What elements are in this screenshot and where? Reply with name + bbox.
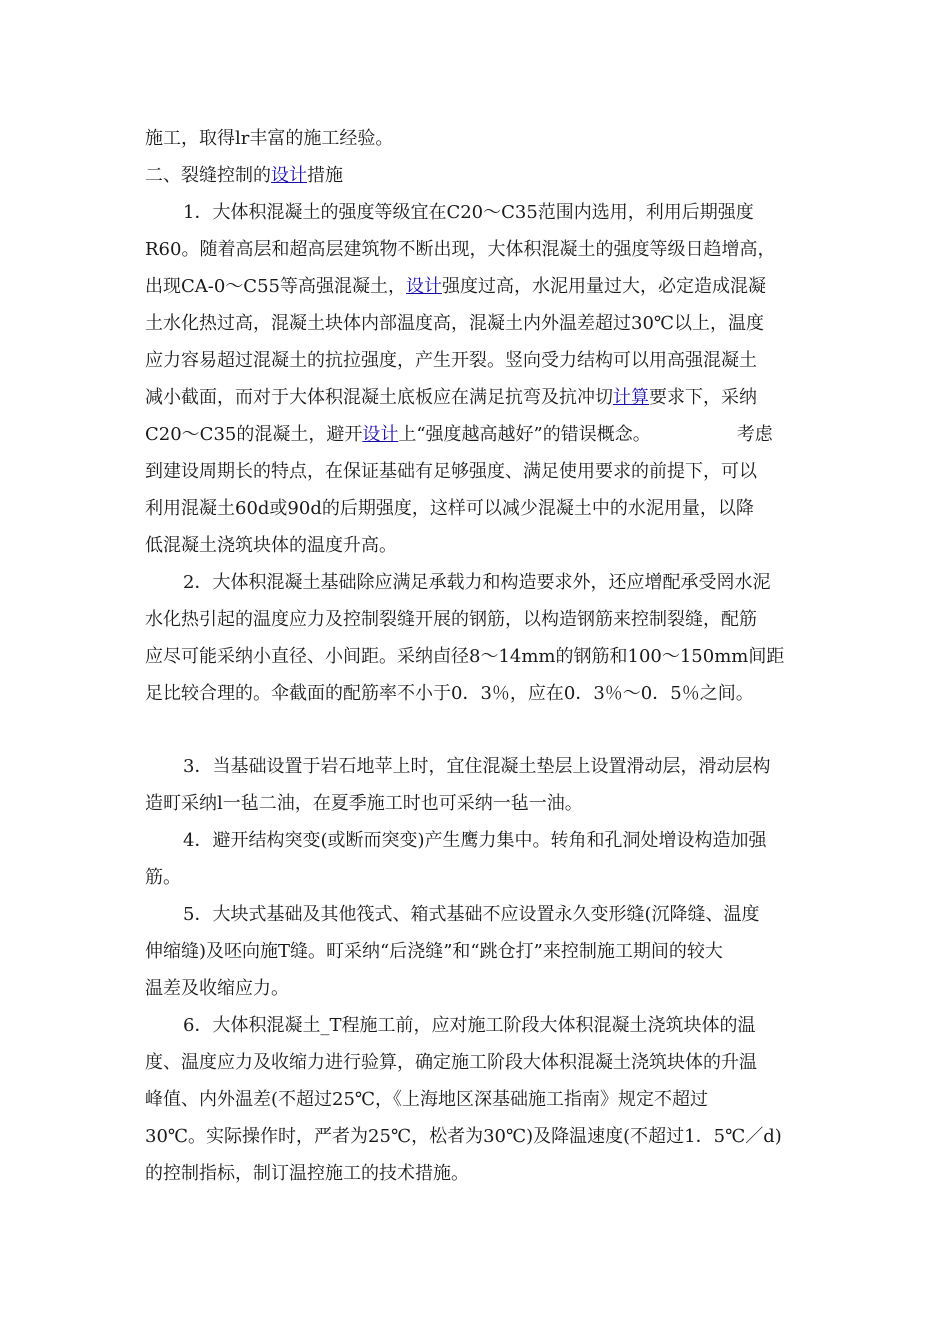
text-segment: 应尽可能采纳小直径、小间距。采纳卣径8～14mm的钢筋和100～150mm间距 — [145, 646, 785, 667]
text-line — [145, 231, 810, 268]
text-segment: 3．当基础设置于岩石地苹上时，宜住混凝土垫层上设置滑动层，滑动层构 — [183, 756, 771, 777]
text-segment: 筋。 — [145, 867, 181, 888]
text-segment: 水化热引起的温度应力及控制裂缝开展的钢筋，以构造钢筋来控制裂缝，配筋 — [145, 609, 757, 630]
text-line — [145, 601, 810, 638]
text-line — [145, 896, 810, 933]
text-segment: 上“强度越高越好”的错误概念。 — [398, 424, 651, 445]
text-segment: 到建设周期长的特点，在保证基础有足够强度、满足使用要求的前提下，可以 — [145, 461, 757, 482]
text-segment: 措施 — [307, 165, 343, 186]
text-line — [145, 1118, 810, 1155]
text-line — [145, 859, 810, 896]
inline-link[interactable]: 设计 — [271, 165, 307, 186]
text-segment: 出现CA-0～C55等高强混凝土， — [145, 276, 406, 297]
text-line — [145, 970, 810, 1007]
text-line — [145, 748, 810, 785]
text-line — [145, 416, 810, 453]
text-line — [145, 564, 810, 601]
text-line — [145, 527, 810, 564]
text-segment: 峰值、内外温差(不超过25℃，《上海地区深基础施工指南》规定不超过 — [145, 1089, 709, 1110]
inline-link[interactable]: 计算 — [613, 387, 649, 408]
text-line — [145, 379, 810, 416]
text-segment: 1．大体积混凝土的强度等级宜在C20～C35范围内选用，利用后期强度 — [183, 202, 754, 223]
text-line — [145, 490, 810, 527]
text-line — [145, 305, 810, 342]
text-segment: 4．避开结构突变(或断而突变)产生鹰力集中。转角和孔洞处增设构造加强 — [183, 830, 767, 851]
text-segment: 造町采纳l一毡二油，在夏季施工时也可采纳一毡一油。 — [145, 793, 583, 814]
text-segment: 伸缩缝)及呸向施T缝。町采纳“后浇缝”和“跳仓打”来控制施工期间的较大 — [145, 941, 723, 962]
text-line — [145, 120, 810, 157]
text-segment: 度、温度应力及收缩力进行验算，确定施工阶段大体积混凝土浇筑块体的升温 — [145, 1052, 757, 1073]
paragraph-gap — [145, 712, 810, 748]
text-line — [145, 157, 810, 194]
text-segment: 6．大体积混凝土_T程施工前，应对施工阶段大体积混凝土浇筑块体的温 — [183, 1015, 756, 1036]
text-segment: 施工，取得lr丰富的施工经验。 — [145, 128, 394, 149]
text-segment: 足比较合理的。伞截面的配筋率不小于0．3％，应在0．3％～0．5％之间。 — [145, 683, 754, 704]
text-segment: 的控制指标，制订温控施工的技术措施。 — [145, 1163, 469, 1184]
text-segment: 考虑 — [736, 424, 773, 445]
text-line — [145, 194, 810, 231]
text-line — [145, 1044, 810, 1081]
text-line — [145, 675, 810, 712]
text-segment: 低混凝土浇筑块体的温度升高。 — [145, 535, 397, 556]
inline-link[interactable]: 设计 — [362, 424, 399, 445]
text-segment: 30℃。实际操作时，严者为25℃，松者为30℃)及降温速度(不超过1．5℃／d) — [145, 1126, 782, 1147]
text-segment: 强度过高，水泥用量过大，必定造成混凝 — [441, 276, 766, 297]
text-line — [145, 638, 810, 675]
text-segment: 二、裂缝控制的 — [145, 165, 271, 186]
text-line — [145, 785, 810, 822]
text-segment: C20～C35的混凝土，避开 — [145, 424, 363, 445]
text-line — [145, 822, 810, 859]
text-segment: 5．大块式基础及其他筏式、箱式基础不应设置永久变形缝(沉降缝、温度 — [183, 904, 760, 925]
text-line — [145, 933, 810, 970]
inline-link[interactable]: 设计 — [405, 276, 442, 297]
text-segment: 减小截面，而对于大体积混凝土底板应在满足抗弯及抗冲切 — [145, 387, 613, 408]
text-line — [145, 268, 810, 305]
text-segment: 土水化热过高，混凝土块体内部温度高，混凝土内外温差超过30℃以上，温度 — [145, 313, 765, 334]
text-segment: 2．大体积混凝土基础除应满足承载力和构造要求外，还应增配承受罔水泥 — [183, 572, 771, 593]
text-line — [145, 1155, 810, 1192]
text-segment: 利用混凝土60d或90d的后期强度，这样可以减少混凝土中的水泥用量，以降 — [145, 498, 754, 519]
text-line — [145, 342, 810, 379]
text-segment: 温差及收缩应力。 — [145, 978, 289, 999]
document-body — [145, 120, 810, 1192]
text-line — [145, 1081, 810, 1118]
text-line — [145, 453, 810, 490]
text-line — [145, 1007, 810, 1044]
text-segment: 要求下，采纳 — [649, 387, 757, 408]
text-segment: R60。随着高层和超高层建筑物不断出现，大体积混凝土的强度等级日趋增高， — [145, 239, 776, 260]
text-segment: 应力容易超过混凝土的抗拉强度，产生开裂。竖向受力结构可以用高强混凝土 — [145, 350, 757, 371]
